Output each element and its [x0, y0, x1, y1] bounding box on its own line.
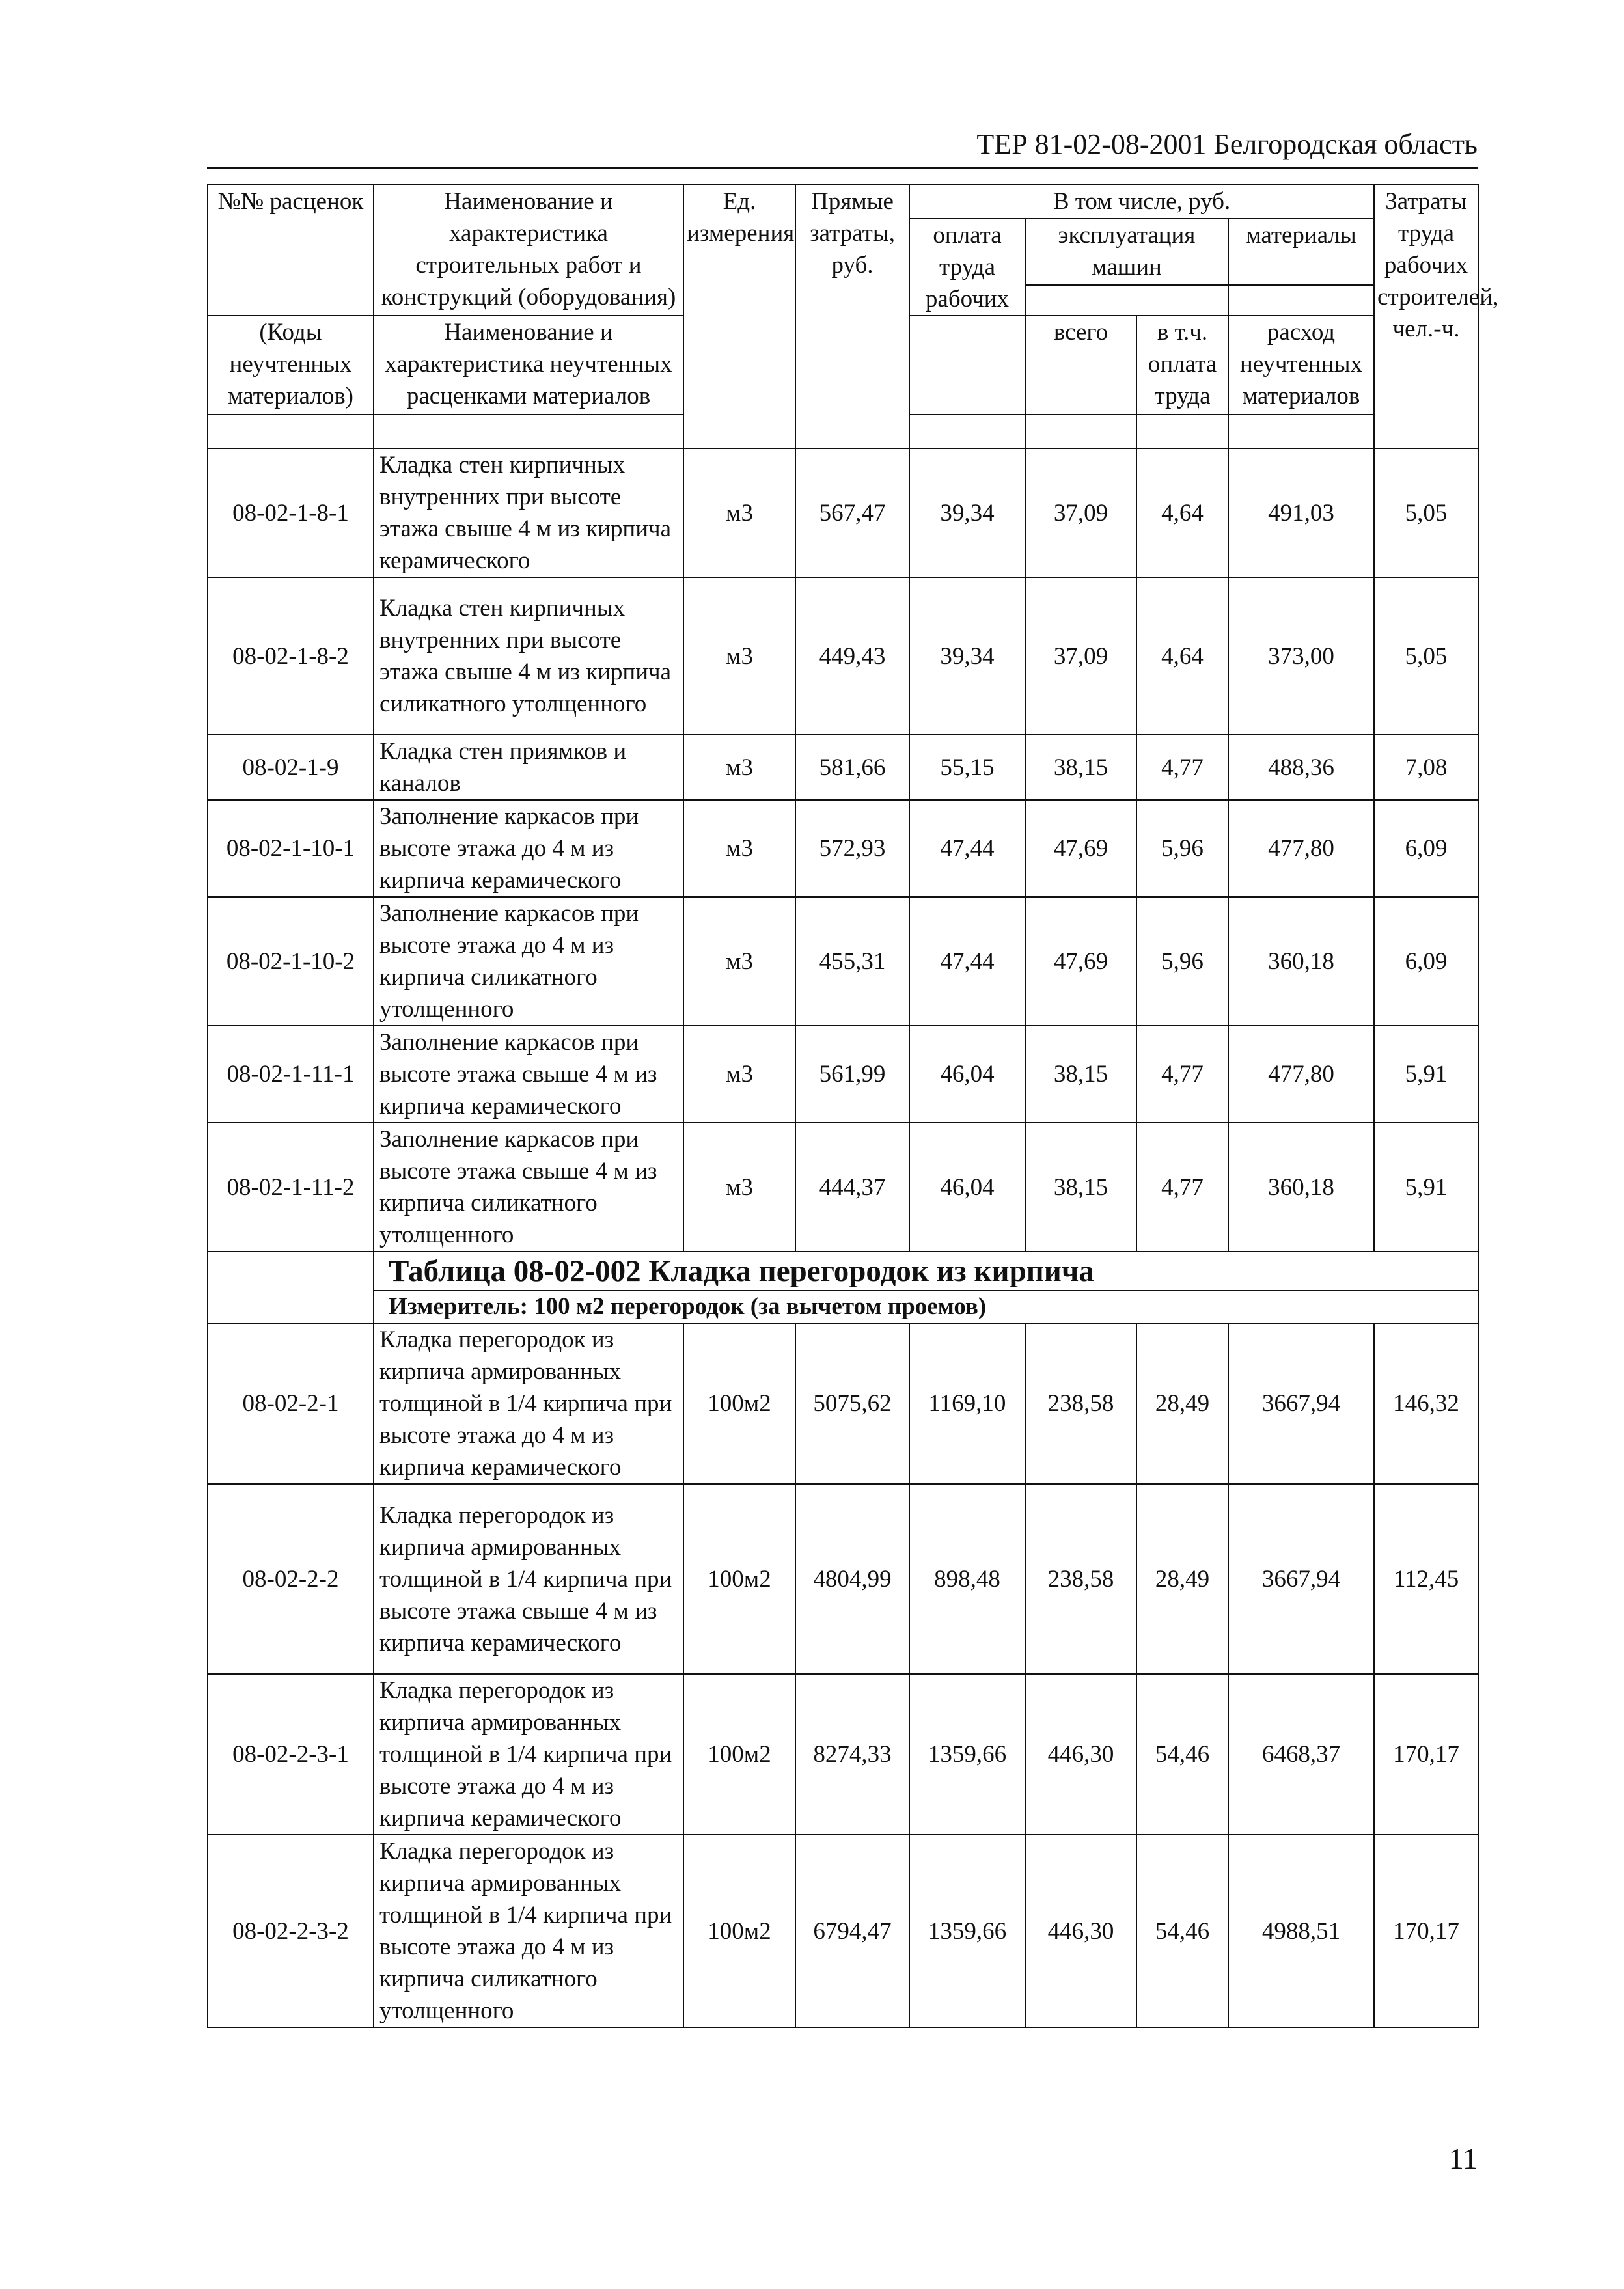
table-header — [208, 185, 1499, 448]
header-materials-alt: расход неучтенных материалов — [1228, 316, 1374, 415]
header-code-alt: (Коды неучтенных материалов) — [208, 316, 374, 415]
rate-wages: 55,15 — [909, 735, 1025, 800]
rate-name: Заполнение каркасов при высоте этажа до 4 м из кирпича керамического — [374, 800, 683, 897]
rate-direct-cost: 572,93 — [795, 800, 909, 897]
header-unit: Ед. измерения — [683, 185, 795, 448]
table-row — [208, 800, 1478, 897]
rate-machines: 238,58 — [1025, 1484, 1136, 1674]
rate-labor: 5,91 — [1374, 1123, 1478, 1252]
rate-wages: 39,34 — [909, 577, 1025, 735]
rate-labor: 112,45 — [1374, 1484, 1478, 1674]
table-row — [208, 1123, 1478, 1252]
rate-machines: 47,69 — [1025, 897, 1136, 1026]
rate-labor: 6,09 — [1374, 897, 1478, 1026]
rate-unit: м3 — [683, 897, 795, 1026]
rate-wages: 46,04 — [909, 1123, 1025, 1252]
rate-machine-wages: 28,49 — [1136, 1323, 1228, 1484]
rate-unit: 100м2 — [683, 1674, 795, 1835]
rate-materials: 373,00 — [1228, 577, 1374, 735]
header-materials-spacer — [1228, 285, 1374, 316]
rate-direct-cost: 6794,47 — [795, 1835, 909, 2027]
rate-wages: 1169,10 — [909, 1323, 1025, 1484]
rate-machine-wages: 4,77 — [1136, 735, 1228, 800]
rate-materials: 4988,51 — [1228, 1835, 1374, 2027]
rate-direct-cost: 567,47 — [795, 448, 909, 577]
rate-name: Кладка перегородок из кирпича армированных толщиной в 1/4 кирпича при высоте этажа свыше 4 м из кирпича керамического — [374, 1484, 683, 1674]
rate-name: Заполнение каркасов при высоте этажа до 4 м из кирпича силикатного утолщенного — [374, 897, 683, 1026]
rate-materials: 3667,94 — [1228, 1484, 1374, 1674]
rate-code: 08-02-2-2 — [208, 1484, 374, 1674]
table-row — [208, 1835, 1478, 2027]
rate-machines: 38,15 — [1025, 1026, 1136, 1123]
rate-materials: 488,36 — [1228, 735, 1374, 800]
rate-machine-wages: 54,46 — [1136, 1835, 1228, 2027]
rate-materials: 360,18 — [1228, 1123, 1374, 1252]
rate-wages: 898,48 — [909, 1484, 1025, 1674]
rate-direct-cost: 5075,62 — [795, 1323, 909, 1484]
rate-machines: 37,09 — [1025, 448, 1136, 577]
rate-code: 08-02-1-11-2 — [208, 1123, 374, 1252]
rates-table — [207, 184, 1499, 2028]
header-machines-spacer — [1025, 285, 1228, 316]
header-name: Наименование и характеристика строительных работ и конструкций (оборудования) — [374, 185, 683, 316]
rate-machines: 37,09 — [1025, 577, 1136, 735]
rate-machine-wages: 4,77 — [1136, 1026, 1228, 1123]
rate-name: Кладка перегородок из кирпича армированных толщиной в 1/4 кирпича при высоте этажа до 4 м из кирпича керамического — [374, 1323, 683, 1484]
rate-name: Кладка перегородок из кирпича армированных толщиной в 1/4 кирпича при высоте этажа до 4 м из кирпича керамического — [374, 1674, 683, 1835]
header-machines: эксплуатация машин — [1025, 219, 1228, 285]
rate-labor: 5,91 — [1374, 1026, 1478, 1123]
header-rule — [207, 167, 1478, 169]
rate-machines: 38,15 — [1025, 1123, 1136, 1252]
header-wages: оплата труда рабочих — [909, 219, 1025, 316]
rate-machine-wages: 5,96 — [1136, 800, 1228, 897]
rate-name: Заполнение каркасов при высоте этажа свыше 4 м из кирпича керамического — [374, 1026, 683, 1123]
table-row — [208, 1674, 1478, 1835]
rate-machine-wages: 4,77 — [1136, 1123, 1228, 1252]
rate-labor: 6,09 — [1374, 800, 1478, 897]
rate-unit: 100м2 — [683, 1835, 795, 2027]
table-row — [208, 1484, 1478, 1674]
rate-code: 08-02-2-3-1 — [208, 1674, 374, 1835]
table-row — [208, 1026, 1478, 1123]
rate-unit: м3 — [683, 448, 795, 577]
rate-unit: м3 — [683, 735, 795, 800]
rate-materials: 491,03 — [1228, 448, 1374, 577]
rate-materials: 360,18 — [1228, 897, 1374, 1026]
rate-unit: м3 — [683, 1026, 795, 1123]
section-title: Таблица 08-02-002 Кладка перегородок из кирпича — [374, 1252, 1478, 1291]
rate-code: 08-02-1-11-1 — [208, 1026, 374, 1123]
rate-wages: 47,44 — [909, 897, 1025, 1026]
rate-machines: 47,69 — [1025, 800, 1136, 897]
rate-machine-wages: 54,46 — [1136, 1674, 1228, 1835]
rate-labor: 7,08 — [1374, 735, 1478, 800]
rate-unit: м3 — [683, 800, 795, 897]
rate-direct-cost: 455,31 — [795, 897, 909, 1026]
table-row — [208, 1323, 1478, 1484]
table-row — [208, 448, 1478, 577]
header-machines-wages: в т.ч. оплата труда — [1136, 316, 1228, 415]
rate-machines: 446,30 — [1025, 1674, 1136, 1835]
rate-code: 08-02-1-10-2 — [208, 897, 374, 1026]
rate-materials: 3667,94 — [1228, 1323, 1374, 1484]
rate-direct-cost: 8274,33 — [795, 1674, 909, 1835]
section-header — [208, 1252, 1478, 1323]
document-title: ТЕР 81-02-08-2001 Белгородская область — [976, 128, 1478, 160]
rate-labor: 170,17 — [1374, 1674, 1478, 1835]
rate-code: 08-02-1-8-1 — [208, 448, 374, 577]
rate-labor: 170,17 — [1374, 1835, 1478, 2027]
header-name-alt: Наименование и характеристика неучтенных расценками материалов — [374, 316, 683, 415]
rate-materials: 477,80 — [1228, 1026, 1374, 1123]
rate-unit: 100м2 — [683, 1484, 795, 1674]
rate-machine-wages: 4,64 — [1136, 448, 1228, 577]
rate-direct-cost: 444,37 — [795, 1123, 909, 1252]
rate-machines: 238,58 — [1025, 1323, 1136, 1484]
rate-wages: 47,44 — [909, 800, 1025, 897]
rate-name: Кладка стен приямков и каналов — [374, 735, 683, 800]
rows-b — [208, 1323, 1478, 2027]
rate-code: 08-02-2-3-2 — [208, 1835, 374, 2027]
table-row — [208, 735, 1478, 800]
header-code: №№ расценок — [208, 185, 374, 316]
rate-name: Кладка перегородок из кирпича армированных толщиной в 1/4 кирпича при высоте этажа до 4 м из кирпича силикатного утолщенного — [374, 1835, 683, 2027]
rate-direct-cost: 4804,99 — [795, 1484, 909, 1674]
rate-code: 08-02-1-10-1 — [208, 800, 374, 897]
rate-labor: 5,05 — [1374, 577, 1478, 735]
rate-name: Заполнение каркасов при высоте этажа свыше 4 м из кирпича силикатного утолщенного — [374, 1123, 683, 1252]
rate-wages: 1359,66 — [909, 1835, 1025, 2027]
rate-code: 08-02-1-9 — [208, 735, 374, 800]
header-machines-total: всего — [1025, 316, 1136, 415]
rate-unit: м3 — [683, 1123, 795, 1252]
header-group: В том числе, руб. — [909, 185, 1374, 219]
rate-machines: 446,30 — [1025, 1835, 1136, 2027]
rate-code: 08-02-1-8-2 — [208, 577, 374, 735]
rate-code: 08-02-2-1 — [208, 1323, 374, 1484]
header-labor: Затраты труда рабочих строителей, чел.-ч. — [1374, 185, 1478, 448]
rate-wages: 1359,66 — [909, 1674, 1025, 1835]
section-meter: Измеритель: 100 м2 перегородок (за вычетом проемов) — [374, 1291, 1478, 1323]
rate-direct-cost: 449,43 — [795, 577, 909, 735]
rate-materials: 477,80 — [1228, 800, 1374, 897]
rate-name: Кладка стен кирпичных внутренних при высоте этажа свыше 4 м из кирпича силикатного утолщенного — [374, 577, 683, 735]
rate-unit: 100м2 — [683, 1323, 795, 1484]
rate-name: Кладка стен кирпичных внутренних при высоте этажа свыше 4 м из кирпича керамического — [374, 448, 683, 577]
rows-a — [208, 448, 1478, 1252]
rate-direct-cost: 561,99 — [795, 1026, 909, 1123]
rate-wages: 46,04 — [909, 1026, 1025, 1123]
rate-materials: 6468,37 — [1228, 1674, 1374, 1835]
rate-direct-cost: 581,66 — [795, 735, 909, 800]
rate-machine-wages: 5,96 — [1136, 897, 1228, 1026]
rate-labor: 5,05 — [1374, 448, 1478, 577]
rate-machine-wages: 4,64 — [1136, 577, 1228, 735]
rate-labor: 146,32 — [1374, 1323, 1478, 1484]
header-direct: Прямые затраты, руб. — [795, 185, 909, 448]
rate-unit: м3 — [683, 577, 795, 735]
rate-wages: 39,34 — [909, 448, 1025, 577]
header-materials: материалы — [1228, 219, 1374, 285]
page-number: 11 — [1448, 2142, 1478, 2175]
table-row — [208, 897, 1478, 1026]
table-row — [208, 577, 1478, 735]
rate-machine-wages: 28,49 — [1136, 1484, 1228, 1674]
rate-machines: 38,15 — [1025, 735, 1136, 800]
